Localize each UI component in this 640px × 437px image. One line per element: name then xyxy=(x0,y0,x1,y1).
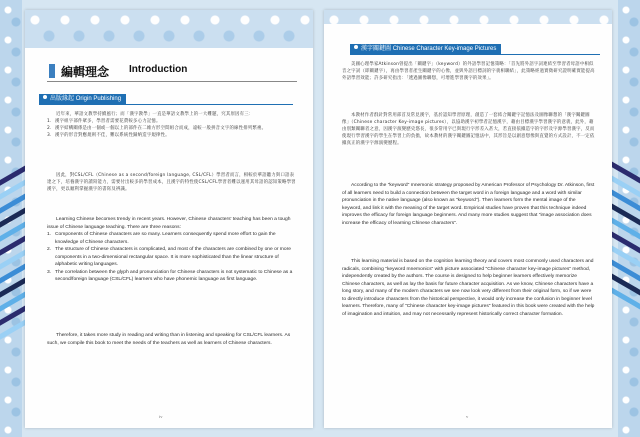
en-list-item: 3. The correlation between the glyph and pronunciation for Chinese characters is not systematic to Chinese as a second/foreign language (CSL/CFL) learners who have phonemic language as first language. xyxy=(47,269,293,282)
page-number-left: iv xyxy=(159,414,163,419)
en-paragraph-2: This learning material is based on the cognition learning theory and covers most commonly used characters and radicals, combining "keyword mnemonics" with picture associated "Chinese character key-image pictures" method, independently created by the authors. The course is designed to help beginner learners effectively memorize Chinese characters, as well as lay the basis for future character acquisition. As we know, Chinese characters have a long story, and many of the modern characters we see now look very different from their original form, so if we were to directly introduce characters from the historical perspective, it would only increase the confusion in beginner level learners. Therefore, many of "Chinese character key-image pictures" featured in this book were created with the help of imagination and intuition, and may not necessarily represent historically correct character formation. xyxy=(342,259,595,317)
section-label-origin xyxy=(39,94,126,104)
right-page xyxy=(324,10,612,428)
section-label-cn: 漢字關鍵圖 xyxy=(361,46,392,52)
bullet-icon xyxy=(43,95,47,99)
en-list-item: 1. Components of Chinese characters are so many. Learners consequently spend more effort to gain the knowledge of Chinese characters. xyxy=(47,232,276,245)
right-page-header-pattern xyxy=(324,10,612,24)
title-bar-icon xyxy=(49,64,55,78)
en-paragraph-1: Learning Chinese becomes trendy in recent years. However, Chinese characters' teaching has been a tough issue of Chinese language teaching. There are three reasons: xyxy=(47,217,291,230)
right-decorative-stripes xyxy=(608,150,640,350)
right-en-para1-block xyxy=(342,182,596,227)
title-chinese: 編輯理念 xyxy=(61,65,110,79)
left-en-para2-block xyxy=(47,332,297,347)
section-label-en: Chinese Character Key-image Pictures xyxy=(392,46,497,52)
cn-list-item: 3. 漢字的形音對應規則不佳，難以系統性歸納造字規律性。 xyxy=(47,133,170,139)
section-label-cn: 出版緣起 xyxy=(50,96,75,102)
section-label-en: Origin Publishing xyxy=(75,96,122,102)
section-label-key-image xyxy=(350,44,501,54)
left-en-block xyxy=(47,216,297,284)
right-cn-para1-block xyxy=(342,61,596,82)
left-page-header-pattern xyxy=(25,10,313,48)
section-rule xyxy=(39,104,293,105)
en-list-item: 2. The structure of Chinese characters is complicated, and most of the characters are combined by one or more components in a two-dimensional rectangular space. It is more sophisticated than the linear structure of alphabetic writing languages. xyxy=(47,247,291,267)
cn-paragraph-1: 近年來，華語文教學持續風行；而「漢字教學」一直是華語文教學上的一大難題，究其原因有三： xyxy=(56,112,254,117)
section-rule xyxy=(350,54,600,55)
left-cn-para2-block xyxy=(47,172,297,193)
en-paragraph-1: According to the "keyword" mnemonic strategy proposed by American Professor of Psychology Dr. Atkinson, first of all learners need to build a connection between the target word in a foreign language and a word with similar pronunciation in the native language (also known as "keyword"). Then learners form the mental image of the keyword, and link it with the meaning of the target word. Empirical studies have proven that this technique indeed improves the efficacy for foreign language beginners. And many more studies suggest that "image association does increase the efficacy of learning Chinese characters". xyxy=(342,183,595,226)
page-number-right: v xyxy=(466,414,469,419)
right-cn-para2-block xyxy=(342,112,596,147)
cn-paragraph-2: 因此，對CSL/CFL（Chinese as a second/foreign language, CSL/CFL）學習者而言，相較於華語聽力與口語表達之下，培養漢字的讀寫能力，需要付出較多的學習成本，且漢字的特性使CSL/CFL學習者難以運用其母語的認知策略學習漢字，更以順利掌握漢字的書寫及辨識。 xyxy=(47,173,296,193)
cn-list-item: 2. 漢字結構關係是由一個或一個以上的部件在二維方形空間組合而成，遠較一般拼音文字的線性排列繁複。 xyxy=(47,126,267,132)
title-english: Introduction xyxy=(129,64,188,75)
en-paragraph-2: Therefore, it takes more study in reading and writing than in listening and speaking for CSL/CFL learners. As such, we compile this book to meet the needs of the teachers as well as learners of Chinese characters. xyxy=(47,333,291,346)
cn-list-item: 1. 漢字組字部件眾多，學習者需要花費較多心力記憶。 xyxy=(47,119,161,125)
left-cn-intro-block xyxy=(47,111,297,139)
left-page xyxy=(25,10,313,428)
cn-paragraph-2: 本教材作者群針對常用部首及常見漢字，基於認知學習原理，創造了一套結合關鍵字記憶法及圖像聯想的「漢字關鍵圖像」（Chinese character Key-image pictures），以協助漢字初學者記憶漢字，藉由目標漢字學習漢字的意義，此外，藉由別類關聯者之意，因漢字演變歷史悠長，很多常用字已與現行字形差入甚大，若直接依據造字的字形及字源學習漢字，反而使現行學習漢字的學生在學習上的負擔，故本教材的漢字關鍵圖記憶法中，其形旨是以創意想像與直覺的方式設計，不一定依據真正的漢字字源演變歷程。 xyxy=(342,113,595,147)
page-title xyxy=(47,61,297,82)
cn-paragraph-1: 美國心理學家Atkinson曾提出「關鍵字」（keyword）的外語學習記憶策略：「首先將外語字詞連結至學習者母語中相似音之字詞（即關鍵字），再由學習者產生關鍵字的心像，並與外語目標詞的字義相聯結」，此策略經過實徵研究證明確實能提高外語學習效能；許多研究指出：「透過圖像聯想，可增進學習漢字的效果」。 xyxy=(342,62,595,82)
right-en-para2-block xyxy=(342,258,596,318)
bullet-icon xyxy=(354,45,358,49)
